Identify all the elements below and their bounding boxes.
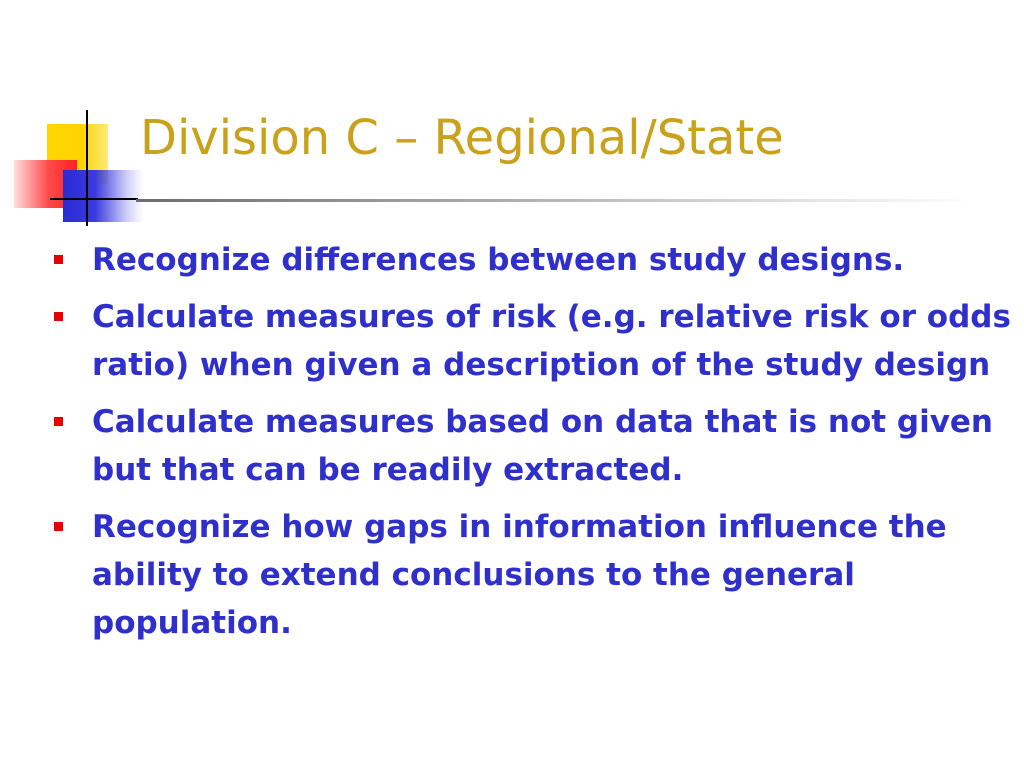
bullet-text: Calculate measures based on data that is not given but that can be readily extracted. (92, 404, 993, 488)
bullet-text: Recognize how gaps in information influence the ability to extend conclusions to the general population. (92, 509, 947, 641)
bullet-text: Calculate measures of risk (e.g. relative risk or odds ratio) when given a description of the study design (92, 299, 1011, 383)
square-bullet-icon (54, 255, 63, 264)
square-bullet-icon (54, 312, 63, 321)
blue-square (63, 170, 143, 222)
bullet-list (52, 236, 1012, 656)
bullet-item (52, 398, 1012, 494)
colored-squares-logo-icon (0, 100, 150, 230)
square-bullet-icon (54, 522, 63, 531)
logo-vertical-line (86, 110, 88, 226)
bullet-item (52, 236, 1012, 284)
logo-horizontal-line (50, 198, 138, 200)
slide-title: Division C – Regional/State (140, 110, 784, 166)
bullet-item (52, 503, 1012, 647)
bullet-text: Recognize differences between study designs. (92, 242, 905, 278)
bullet-item (52, 293, 1012, 389)
square-bullet-icon (54, 417, 63, 426)
title-divider (136, 199, 976, 202)
